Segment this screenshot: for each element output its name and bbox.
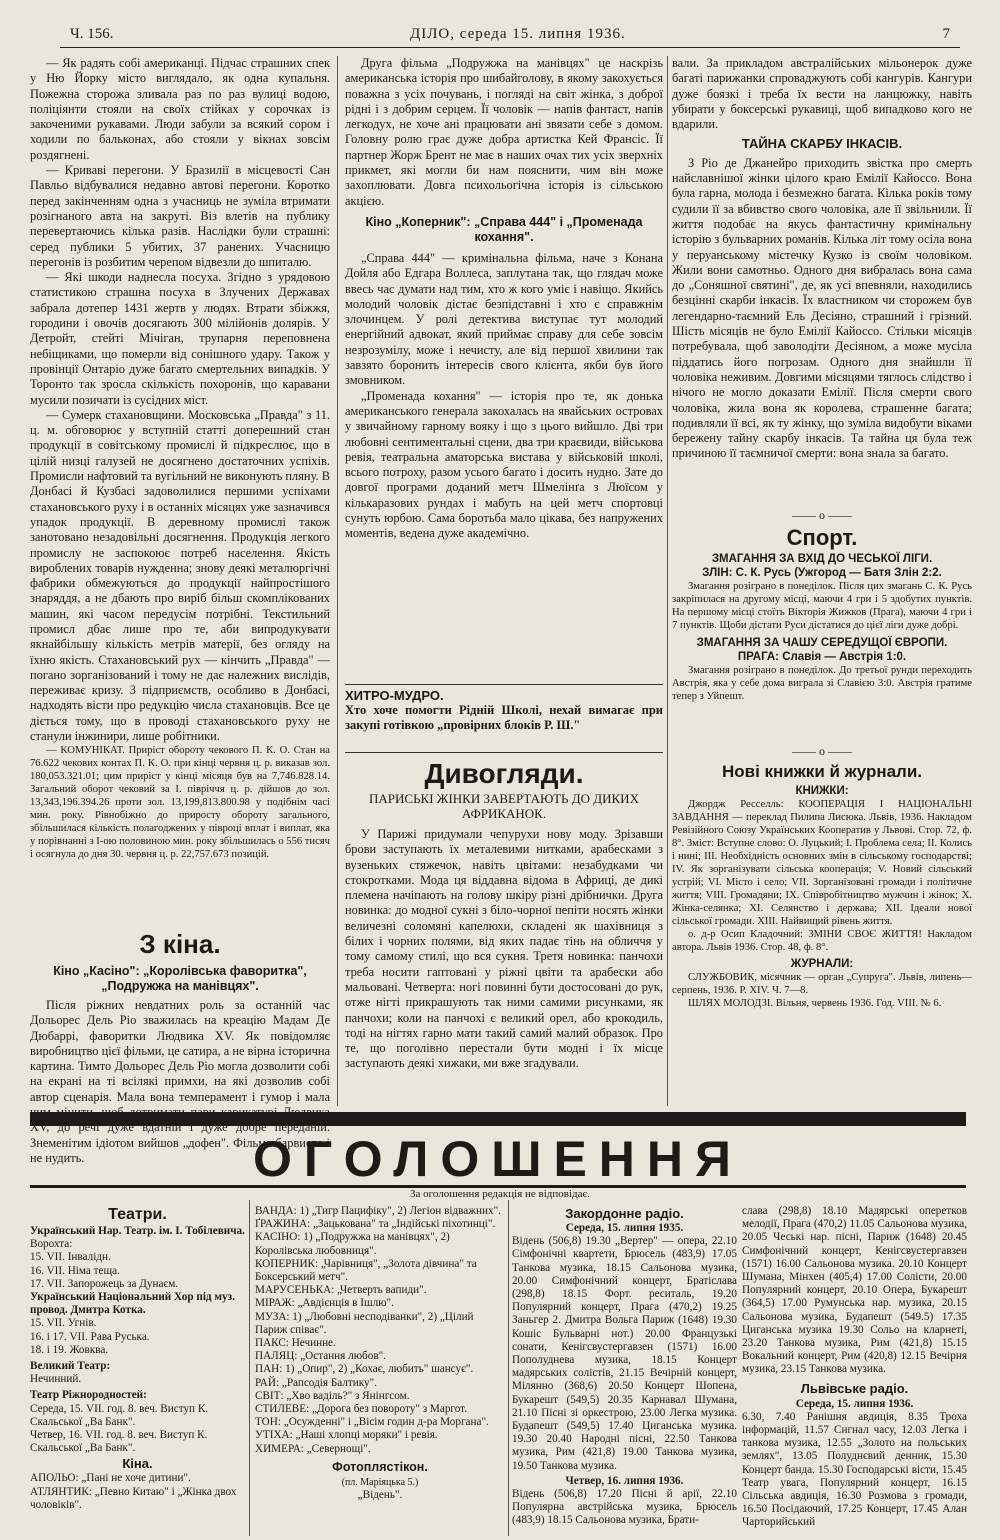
sport-heading-2: ЗМАГАННЯ ЗА ЧАШУ СЕРЕДУЩОЇ ЄВРОПИ. [696, 637, 948, 649]
cinema-listing: ҐРАЖИНА: „Зацькована" та „Індійські піхотинці". [255, 1218, 496, 1231]
khytro-text: Хто хоче помогти Рідній Школі, нехай вимагає при закупі готівкою „провірних блоків Р. Ш." [345, 703, 663, 733]
theatre-show: 16. VII. Німа теща. [30, 1264, 120, 1277]
theatre-name: Український Нар. Театр. ім. І. Тобілевича. [30, 1225, 245, 1237]
cinema-subtitle: Кіно „Касіно": „Королівська фаворитка", „Подружжа на манівцях". [53, 964, 307, 993]
theatres-listing [30, 1205, 245, 1535]
sport-title: Спорт. [786, 525, 858, 550]
theatre-show: 15. VII. Інвалідн. [30, 1251, 111, 1264]
column-incas [672, 56, 972, 506]
books-title: Нові книжки й журнали. [721, 762, 923, 781]
sport-text-2: Змагання розіграно в понеділок. До третьої рунди переходить Австрія, яка у себе дома виграла зі Славією 3:0. Австрія гратиме тепер з Уйпешт. [672, 665, 972, 702]
dyvohliady-title: Дивогляди. [424, 758, 584, 789]
cinemas-title: Кіна. [122, 1456, 153, 1472]
article-americans: — Як радять собі американці. Підчас страшних спек у Ню Йорку місто виглядало, як одна купальня. Пожежна сторожа зливала раз по раз вулиці водою, поліціянти стояли на своїх стійках у сорочках із закоченими рукавами. Люди забули за всякий сором і ходили по бальконах, або стояли у вікнах зовсім роздягнені. [30, 56, 330, 162]
cinema-listing: УТІХА: „Наші хлопці моряки" і ревія. [255, 1429, 438, 1442]
sport-text-1: Змагання розіграно в понеділок. Після цих змагань С. К. Русь закріпилася на другому місці, маючи 4 гри і 5 здобутих пунктів. На першому місці стоїть Вікторія Жижков (Прага), маючи 4 гри і 7 пунктів. Щоби дістати Руси дістатися до цієї ліги дуже добрі. [672, 581, 972, 631]
column-divider [249, 1200, 250, 1536]
books-text-1: Джордж Ресселль: КООПЕРАЦІЯ І НАЦІОНАЛЬНІ ЗАВДАННЯ — переклад Пилипа Лисюка. Львів, 1936. Накладом Ревізійного Союзу Українських Кооператив у Львові. Стор. 72, ф. 8°. Зміст: Вступне слово: О. Луцький; І. Проблема села; ІІ. Колись і нині; ІІІ. Необхідність основних змін в сільському господарстві; ІV. Як зорганізувати сільська кооперація; V. Новий сільський устрій; VI. Місто і село; VII. Зорганізовані громади і політичне життя; VIII. Громадяни; ІХ. Співробітництво мужчин і жінок; Х. Жінка-селянка; ХІ. Селянство і держава; ХІІ. Ідеали нової сільської громади. ХІІІ. Найвищий рівень життя. [672, 799, 972, 927]
radio-date: Середа, 15. липня 1935. [565, 1222, 684, 1234]
cinema-listing: СТИЛЕВЕ: „Дорога без повороту" з Маргот. [255, 1403, 468, 1416]
article-races: — Криваві перегони. У Бразилії в місцевості Сан Павльо відбувалися недавно автові перегони. Коротко перед закінченням одна з учасниць не зуміла втримати розігнаного авта на закруті. Віз влетів на публику перевертаючись кілька разів. Наслідки були страшні: серед публики 5 убитих, 37 ранених. Учасницю перегонів із розбитим черепом відвезли до шпиталю. [30, 163, 330, 269]
cinema-listing: ТОН: „Осужденні" і „Вісім годин д-ра Моргана". [255, 1416, 489, 1429]
cinema-title: З кіна. [139, 929, 221, 959]
issue-number: Ч. 156. [70, 26, 114, 42]
choir-name: Український Національний Хор під муз. провод. Дмитра Котка. [30, 1291, 235, 1317]
ads-banner [30, 1112, 966, 1188]
article-stakhanov: — Сумерк стахановщини. Московська „Правда" з 11. ц. м. обговорює у вступній статті доперешний стан продукції в совітському промислі й підкреслює, що в цілій низці галузей не досягнено достаточних успіхів. Промисли нафтовий та вугільний не виконують пляну. В Донбасі й Кузбасі задоволилися першими успіхами стахановського руху і в останніх місяцях уже зазначився упадок продукції. В деревному промислі також занотовано незадовільні досягнення. Продукція легкого промислу не заспокоює потреб населення. Якість вироблених товарів нужденна; знову деякі металюргічні фабрики обмежуються до продукції найпростішого знаряддя, а не дбають про виріб більш скомплікованих машин, які часом передусім потрібні. Текстильний промисл дбає лише про те, аби випродукувати якнайбільшу кількість метрів матерії, без огляду на їхню якість. Стахановський рух — кінчить „Правда" — погано зорганізований і тому не дає належних вислідів, переживає кризу. З підприємств, особливо в Донбасі, надходять вісти про редукцію числа стахановців. Все це діється тому, що в проводі стахановського руху не станули інжинири, лише робітники. [30, 407, 330, 744]
kangaroo-text: вали. За прикладом австралійських мільонерок дуже багаті парижанки спроваджують собі кангурів. Кангури дуже боязкі і треба їх вести на ланцюжку, навіть убирати у боксерські рукавиці, щоб випадково кого не вдарили. [672, 56, 972, 132]
dyvohliady-subtitle: ПАРИСЬКІ ЖІНКИ ЗАВЕРТАЮТЬ ДО ДИКИХ АФРИКАНОК. [369, 791, 639, 821]
variety-show: Четвер, 16. VII. год. 8. веч. Виступ К. Скальської „Ва Банк". [30, 1429, 208, 1455]
journals-heading: ЖУРНАЛИ: [790, 958, 854, 970]
cinema-listing: РАЙ: „Рапсодія Балтику". [255, 1376, 378, 1389]
theatre-show: 17. VII. Запорожець за Дунаєм. [30, 1277, 179, 1290]
cinema-review-1: Після ріжних невдатних роль за останній час Дольорес Дель Ріо зважилась на креацію Мадам Де Дюбаррі, фаворитки Людвика XV. Як повідомляє виробництво цієї фільми, це сатира, а не вірна історична картина. Тимто Дольорес Дель Ріо могла дозволити собі на екрані на ті всілякі примхи, на які дозволив собі автор сценарія. Мала вона темперамент і гумор і мала чим мінити, щоб дотримати пари карикатурі Людвика XV, до речі дуже вдатній і дуже добре переданій. Знеменітим ідіотом вийшов „дофен". Фільма барвиста і не нудить. [30, 998, 330, 1165]
column-divider [508, 1200, 509, 1536]
lviv-radio [742, 1205, 967, 1535]
journals-text-2: ШЛЯХ МОЛОДЗІ. Вільня, червень 1936. Год. VIII. № 6. [688, 998, 942, 1009]
separator: —— о —— [792, 508, 852, 522]
cinema-listing: МІРАЖ: „Авдієнція в Ішлю". [255, 1297, 394, 1310]
theatre-place: Ворохта: [30, 1238, 73, 1251]
column-divider [337, 56, 338, 1106]
journals-text-1: СЛУЖБОВИК, місячник — орган „Супруга". Львів, липень—серпень, 1936. Р. XIV. Ч. 7—8. [672, 972, 972, 996]
cinema-listing: МАРУСЕНЬКА: „Четверть вапиди". [255, 1284, 427, 1297]
khytro-title: ХИТРО-МУДРО. [345, 688, 444, 703]
foreign-radio-title: Закордонне радіо. [565, 1206, 684, 1221]
cinema-review-3: „Справа 444" — кримінальна фільма, наче з Конана Дойля або Едгара Воллеса, заплутана так, що глядач може ввесь час думати над тим, хто ж кого уміє і навіщо. Якийсь молодий чоловік дістає безпідставні і хто є справжнім злочинцем. У ролі детектива виступає тут молодий енергійний адвокат, який приймає справу для себе зовсім незрозумілу, може і нечисту, але від першої хвилини так завзято боронить інтересів свого клієнта, якби був його змовником. [345, 250, 663, 388]
cinemas-listing [255, 1205, 505, 1535]
choir-show: 18. і 19. Жовква. [30, 1343, 109, 1356]
khytro-mudro [345, 684, 663, 744]
sport-result-1: ЗЛІН: С. К. Русь (Ужгород — Батя Злін 2:2. [702, 567, 942, 579]
cinema-listing: АТЛЯНТИК: „Певно Китаю" і „Жінка двох чоловіків". [30, 1485, 237, 1511]
grand-theatre: Великий Театр: [30, 1360, 111, 1373]
sport-heading-1: ЗМАГАННЯ ЗА ВХІД ДО ЧЕСЬКОЇ ЛІГИ. [711, 553, 933, 565]
radio-program-2: Відень (506,8) 17.20 Пісні й арії, 22.10 Популярна австрійська музика, Брюсель (483,9) 18.15 Сальонова музика, Брати- [512, 1488, 737, 1527]
cinema-listing: ХИМЕРА: „Севернощі". [255, 1442, 371, 1455]
ads-subtitle: За оголошення редакція не відповідає. [410, 1188, 590, 1200]
cinema-listing: КАСІНО: 1) „Подружжа на манівцях", 2) Королівська любовниця". [255, 1231, 450, 1257]
cinema-listing: АПОЛЬО: „Пані не хоче дитини". [30, 1472, 191, 1485]
choir-show: 15. VII. Угнів. [30, 1317, 97, 1330]
books-heading: КНИЖКИ: [795, 785, 849, 797]
article-komunikat: — КОМУНІКАТ. Приріст обороту чекового П. К. О. Стан на 76.622 чекових контах П. К. О. при кінці червня ц. р. виказав зол. 180,053.321.01; цим приріст у кінці місяця був на 7,746.828.14. Загальний оборот чековий за І. півріччя ц. р. дійшов до зол. 13,343,196.394.26 проти зол. 13,199,813.800.98 у подібнім часі мин. року. Рівнобіжно до приросту обороту загального, збільшилася кількість полагоджених у півроці вплат і виплат, яка у порівнанні з І-ою половиною мин. року збільшилась о 556 тисяч і осягнула до дня 30. червня ц. р. 22,757.673 позицій. [30, 745, 331, 861]
cinema-listing: СВІТ: „Хво ваділь?" з Янінгсом. [255, 1389, 410, 1402]
cinema-subtitle-2: Кіно „Коперник": „Справа 444" і „Променада кохання". [365, 214, 643, 244]
article-drought: — Які шкоди наднесла посуха. Згідно з урядовою статистикою страшна посуха в Злучених Державах забрала дотепер 1431 жертв у людях. Втрати збіжжя, городини і овочів досягають 300 мілійонів долярів. У Детройт, стейті Мічіган, трупарня переповнена небіщиками, що померли від сонішного удару. Також у провінції Онтаріо дуже багато смертельних випадків. У Торонто так зросла скількість похоронів, що каравани мусили позичати із сусідних міст. [30, 270, 330, 407]
incas-title: ТАЙНА СКАРБУ ІНКАСІВ. [741, 136, 903, 152]
theatres-title: Театри. [108, 1206, 167, 1223]
column-cinema [345, 56, 663, 676]
radio-program-cont: слава (298,8) 18.10 Мадярські оперетков мелодії, Прага (470,2) 11.05 Сальонова музика, 20.05 Чеські нар. пісні, Париж (1648) 20.45 Симфонічний концерт, Кенігсвустергавзен (1571) 16.00 Сальонова музика. 20.10 Концерт Шумана, Мінхен (405,4) 17.00 Солісти, 20.00 Популярний концерт, 20.10 Опера, Букарешт (364,5) 17.00 Румунська нар. музика, 20.15 Сальонова музика, Будапешт (549.5) 17.35 Циганська музика 19.30 Сольо на кларнеті, 23.20 Танкова музика, Рим (421,8) 15.15 Вокальний концерт, Рим (420,8) 12.15 Вечірня музика, 23.15 Танкова музика. [742, 1205, 967, 1376]
cinema-section [30, 928, 330, 1165]
cinema-listing: ВАНДА: 1) „Тигр Пацифіку", 2) Легіон відважних". [255, 1205, 501, 1217]
cinema-review-2: Друга фільма „Подружжа на манівцях" це наскрізь американська історія про шибайголову, в якому закохується поважна з усіх почувань, і погляді на світ жінка, з доброї рідні і з добрим серцем. Її чоловік — напів фантаст, напів легкодух, не хоче ані працювати ані звязати себе з домом. Головну ролю грає дуже добра артистка Кей Франсіс. Її партнер Жорж Брент не має в наших очах тих усіх зверхніх прикмет, які могли би нам пояснити, чим він може захоплювати. Довга психольогічна історія із сільською акцією. [345, 56, 663, 208]
sport-result-2: ПРАГА: Славія — Австрія 1:0. [737, 651, 907, 663]
cinema-review-4: „Променада кохання" — історія про те, як донька американського генерала закохалась на явайських островах у звичайному гарному вояку і що з цього вийшло. Дві три любовні сентиментальні сцени, два три краєвиди, військова ревія, театральна аматорська вистава у військовій школі, всього потроху, разом усього багато і досить нудно. Зате до довгої програми доданий метч Шмелінґа з Люїсом у кількаразових рундах і мабуть на цей метч спортовці сунуть юрбою. Сама боротьба мало цікава, без напружених моментів, ведена дуже академічно. [345, 388, 663, 541]
column-divider [667, 56, 668, 1106]
variety-show: Середа, 15. VII. год. 8. веч. Виступ К. Скальської „Ва Банк". [30, 1402, 209, 1428]
cinema-listing: КОПЕРНИК: „Чарівниця", „Золота дівчина" та Боксерський метч". [255, 1257, 477, 1284]
dyvohliady-text: У Парижі придумали чепурухи нову моду. Зрізавши брови заступають їх металевими нитками, арабесками з вузеньких стяжечок, навіть цвітами: незабудками чи стокротками. Мода ця віддавна відома в Африці, де дикі племена начіпають на голову шкіру різні дрібнички. Друга новинка: до модної сукні з біло-чорної пепіти носять жінки величезні соломяні капелюхи, складені як шахівниця з білих і чорних полями, від яких падає тінь на обличчя у тому самому стилі, що вся сукня. Третя новинка: панчохи треба носити гаптовані у ріжні цвіти та арабески або мальовані. Четверта: ногі повинні бути достосовані до рук, отже нігті прикрашують так ними самими рисунками, як панчохи; коли на панчохі є великий орел, або крокодиль, тоді на нігтях гарно мати такий самий малий образок. Про те, що поголівно перестали бути модні і їх місце заступають деякі хижаки, ми вже згадували. [345, 827, 663, 1071]
sport-section [672, 524, 972, 756]
masthead-title: ДІЛО, середа 15. липня 1936. [410, 26, 626, 42]
radio-program: Відень (506,8) 19.30 „Вертер" — опера, 22.10 Сімфонічні квартети, Брюсель (483,9) 17.05 Танкова музика, 18.15 Сальонова музика, 20.00 Симфонічний концерт, Братіслава (298,8) 18.15 Форт. реситаль, 19.20 Популярний концерт, Прага (470,2) 19.25 Заньгер 2. Дмитра Вольга Париж (1648) 19.30 Кошіс Бульварні нот.) 20.00 Французькі сонати, Кенігсвустергавзен (1571) 16.00 Пополуднева музика, 18.15 Концерт мадярських солістів, 21.15 Вечірній концерт, Мілянно (368,6) 20.50 Концерт Шопена, Букарешт (549,5) 20.35 Карнавал Шумана, 21.10 Пісні зі оркестрою, 23.00 Легка музика. Будапешт (549,5) 17.40 Циганська музика. 19.30 20.40 Народні пісні, 22.50 Танкова музика, Рим (421,8) 19.00 Танкова музика, 19.50 Танкова музика. [512, 1235, 737, 1472]
variety-theatre: Театр Ріжнородностей: [30, 1389, 147, 1402]
lviv-radio-program: 6.30, 7.40 Ранішня авдиція, 8.35 Троха інформацій, 11.57 Сигнал часу, 12.03 Легка і танкова музика, 12.55 „Золото на польських землях", 13.05 Полуднєвий денник, 15.30 Концерт банда. 15.30 Господарські вісти, 15.45 Театр увага, Популярний концерт, 16.15 Сільська авдиція, 16.30 Розмова з громади, 16.50 Посідаючий, 17.25 Концерт, 17.45 Алан Чарторийський [742, 1410, 967, 1529]
lviv-radio-title: Львівське радіо. [800, 1380, 909, 1396]
column-news [30, 56, 330, 896]
separator: —— о —— [792, 744, 852, 758]
cinema-listing: ПАЛЯЦ: „Остання любов". [255, 1350, 386, 1363]
cinema-listing: ПАН: 1) „Опир", 2) „Кохає, любить" шансує". [255, 1363, 474, 1376]
radio-date-2: Четвер, 16. липня 1936. [565, 1474, 684, 1487]
fotoplastikon-title: Фотоплястікон. [332, 1459, 428, 1474]
cinema-listing: ПАКС: Нечинне. [255, 1337, 336, 1350]
lviv-radio-date: Середа, 15. липня 1936. [795, 1397, 914, 1410]
grand-theatre-status: Нечинний. [30, 1373, 82, 1386]
dyvohliady-section [345, 752, 663, 1108]
incas-text: З Ріо де Джанейро приходить звістка про смерть найславнішої жінки цілого краю Емілії Кайоссо. Вона була гарна, молода і безмежно багата. Кілька років тому судили її за вбивство свого чоловіка, але її звільнили. Її життя подобає на якусь фантастичну кримінальну історію з бульварних романів. Кілька літ тому осіла вона у перуанському містечку Кузко із своїм чоловіком. Жили вони самотньо. Одного дня вибралась вона сама до „Соняшної святині", де, як усі впевняли, находились безцінні скарби інкасів. Їх властником чи сторожем був легендарно-таємний Ель Десіяно, страшний і грізний. Шість місяців не було Емілії Кайоссо. Стільки місяців потребувала, щоб заволодіти Десіяном, а може мусіла піддатись його погрозам. Одного дня знайшли її чоловіка неживим. Довгими місяцями тяглось слідство і нічого не могло доказати Емілії. Після смерти свого чоловіка, жила вона як королева, страшенне багата; подивляли її всі, як ту жінку, що зуміла видобути віками бережену тайну скарбу інкасів. Та тайна ця була теж причиною її таємничої смерти: вона знала за багато. [672, 155, 972, 461]
cinema-listing: МУЗА: 1) „Любовні несподіванки", 2) „Цілий Париж співає". [255, 1310, 474, 1336]
choir-show: 16. і 17. VII. Рава Руська. [30, 1330, 150, 1343]
masthead [60, 26, 960, 48]
books-section [672, 760, 972, 1108]
ads-title: ОГОЛОШЕННЯ [253, 1131, 743, 1187]
fotoplastikon-show: „Відень". [357, 1489, 403, 1502]
fotoplastikon-address: (пл. Маріяцька 5.) [341, 1476, 419, 1488]
books-text-2: о. д-р Осип Кладочний: ЗМІНИ СВОЄ ЖИТТЯ! Накладом автора. Львів 1936. Стор. 48, ф. 8°. [672, 929, 972, 953]
page-number: 7 [942, 26, 950, 42]
foreign-radio [512, 1205, 737, 1535]
